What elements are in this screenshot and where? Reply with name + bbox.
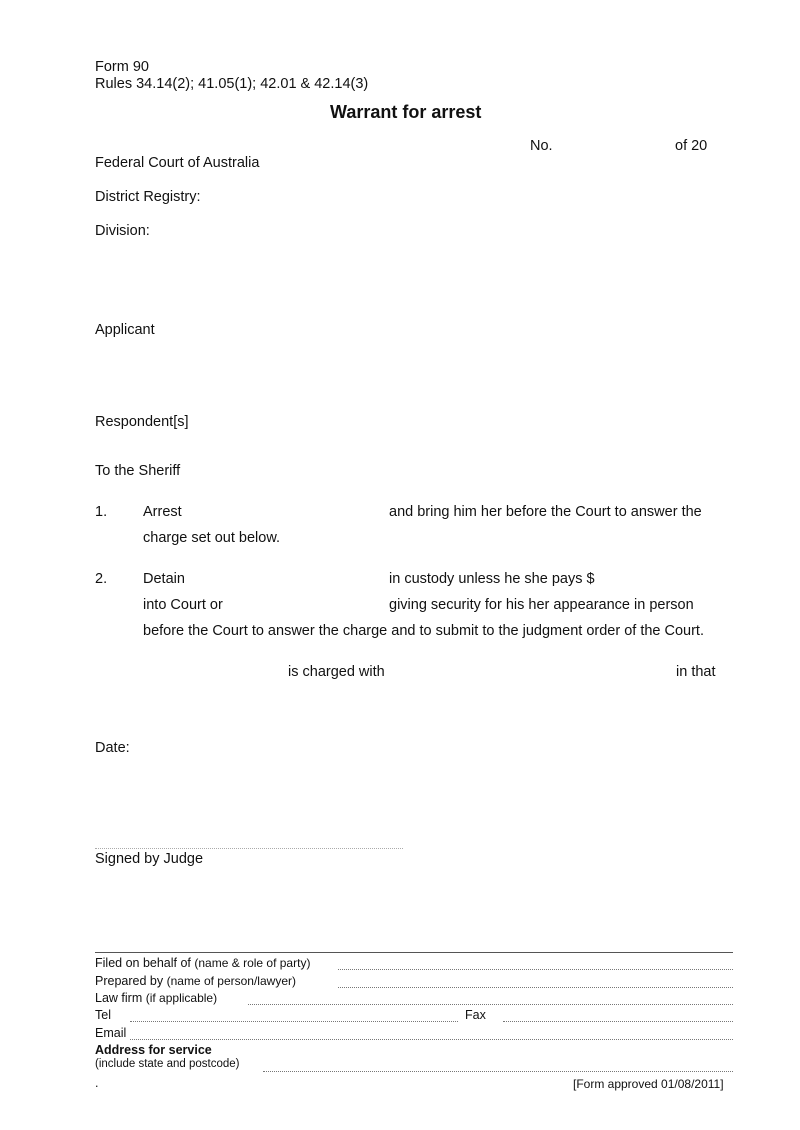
- form-number: Form 90: [95, 59, 149, 75]
- law-firm-field[interactable]: [248, 1004, 733, 1005]
- charged-with-label: is charged with: [288, 664, 385, 680]
- prepared-label: Prepared by: [95, 974, 164, 988]
- document-title: Warrant for arrest: [330, 102, 482, 122]
- date-label: Date:: [95, 740, 130, 756]
- email-label: Email: [95, 1026, 127, 1040]
- filed-label: Filed on behalf of: [95, 956, 191, 970]
- law-firm-row: [95, 992, 217, 1005]
- rules-reference: Rules 34.14(2); 41.05(1); 42.01 & 42.14(3): [95, 76, 369, 92]
- signature-line: [95, 848, 403, 849]
- tel-label: Tel: [95, 1008, 111, 1022]
- case-year-label: of 20: [675, 138, 708, 154]
- item-2-number: 2.: [95, 571, 108, 587]
- case-number-label: No.: [530, 138, 553, 154]
- address-for-service-label: Address for service: [95, 1043, 212, 1057]
- form-approved-note: [Form approved 01/08/2011]: [573, 1077, 724, 1091]
- prepared-hint: (name of person/lawyer): [166, 974, 296, 988]
- filed-on-behalf-field[interactable]: [338, 969, 733, 970]
- item-1-continuation: charge set out below.: [143, 530, 281, 546]
- address-hint: (include state and postcode): [95, 1058, 240, 1070]
- district-registry-label: District Registry:: [95, 189, 201, 205]
- division-label: Division:: [95, 223, 150, 239]
- item-2-into-court: into Court or: [143, 597, 223, 613]
- footer-rule: [95, 952, 733, 953]
- signed-by-label: Signed by Judge: [95, 851, 204, 867]
- tel-field[interactable]: [130, 1021, 458, 1022]
- item-1-number: 1.: [95, 504, 108, 520]
- item-2-detain: Detain: [143, 571, 185, 587]
- footer-dot-marker: .: [95, 1076, 99, 1090]
- email-field[interactable]: [130, 1039, 733, 1040]
- prepared-by-row: [95, 975, 296, 988]
- firm-label: Law firm: [95, 991, 143, 1005]
- item-2-continuation: before the Court to answer the charge and to submit to the judgment order of the Court.: [143, 623, 704, 639]
- in-that-label: in that: [676, 664, 716, 680]
- item-2-security: giving security for his her appearance in person: [389, 597, 694, 613]
- fax-label: Fax: [465, 1008, 486, 1022]
- court-name: Federal Court of Australia: [95, 155, 260, 171]
- applicant-label: Applicant: [95, 322, 155, 338]
- fax-field[interactable]: [503, 1021, 733, 1022]
- firm-hint: (if applicable): [145, 991, 218, 1005]
- item-2-custody: in custody unless he she pays $: [389, 571, 595, 587]
- respondent-label: Respondent[s]: [95, 414, 189, 430]
- prepared-by-field[interactable]: [338, 987, 733, 988]
- addressee: To the Sheriff: [95, 463, 181, 479]
- address-field[interactable]: [263, 1071, 733, 1072]
- filed-on-behalf-row: [95, 957, 310, 970]
- item-1-bring-before-court: and bring him her before the Court to answer the: [389, 504, 702, 520]
- item-1-arrest: Arrest: [143, 504, 182, 520]
- filed-hint: (name & role of party): [194, 956, 311, 970]
